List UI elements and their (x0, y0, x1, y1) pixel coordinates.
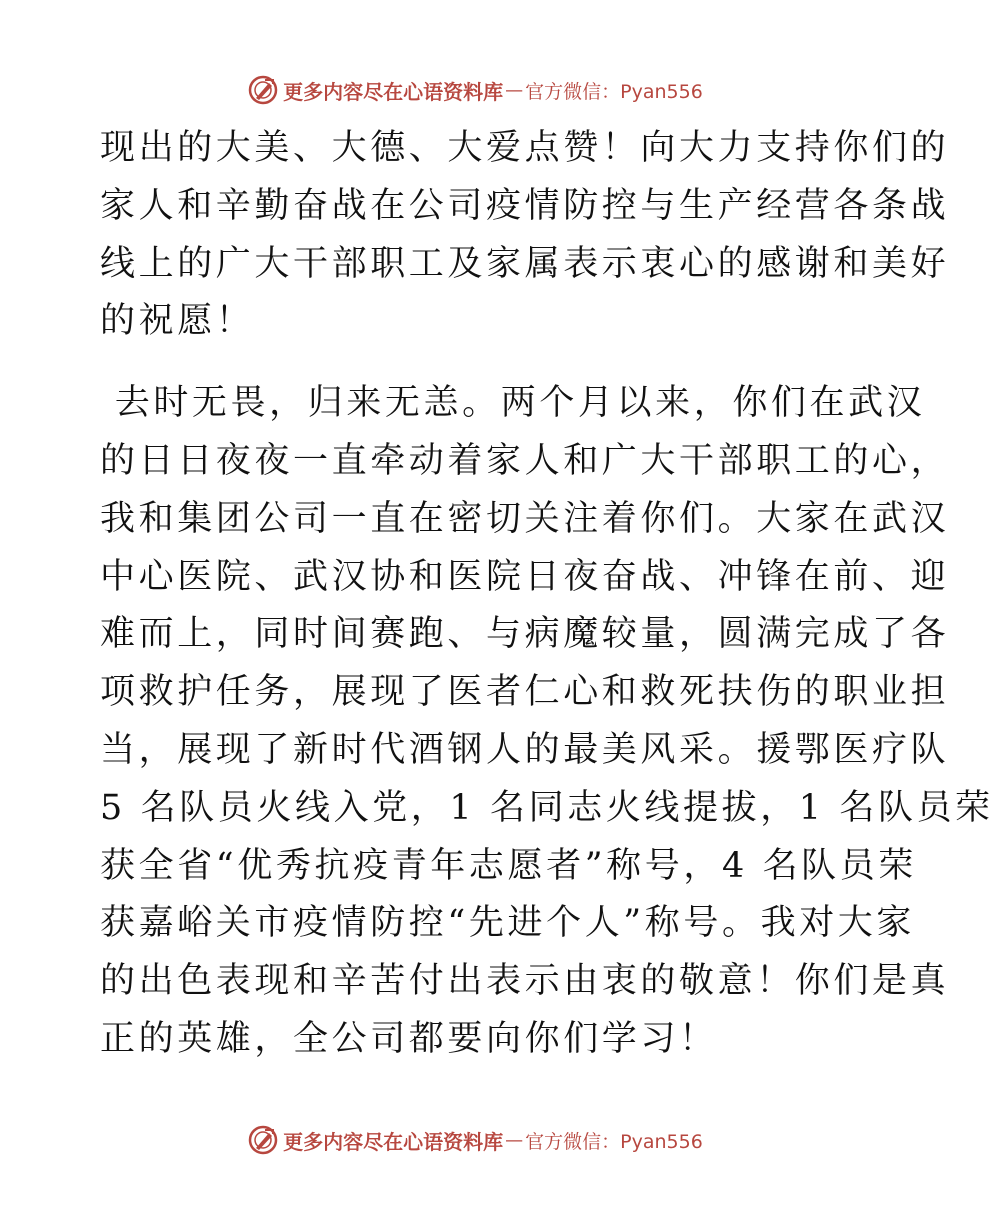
text-line: 线上的广大干部职工及家属表示衷心的感谢和美好 (100, 243, 950, 284)
paragraph-1 (100, 120, 950, 351)
header-wechat-text: 官方微信：Pyan556 (525, 80, 703, 103)
footer-banner (0, 1120, 950, 1160)
text-line: 现出的大美、大德、大爱点赞！向大力支持你们的 (100, 128, 950, 168)
text-line: 的祝愿！ (100, 301, 255, 342)
text-line: 正的英雄，全公司都要向你们学习！ (100, 1018, 718, 1059)
text-line: 的日日夜夜一直牵动着家人和广大干部职工的心， (100, 440, 950, 481)
text-line: 获全省“优秀抗疫青年志愿者”称号，4 名队员荣 (100, 845, 917, 886)
text-line: 我和集团公司一直在密切关注着你们。大家在武汉 (100, 498, 950, 539)
text-line: 中心医院、武汉协和医院日夜奋战、冲锋在前、迎 (100, 556, 950, 597)
header-site-text: 更多内容尽在心语资料库 (283, 79, 504, 104)
text-line: 5 名队员火线入党，1 名同志火线提拔，1 名队员荣 (100, 787, 994, 828)
text-line: 去时无畏，归来无恙。两个月以来，你们在武汉 (100, 383, 926, 424)
brand-seal-icon (247, 1124, 279, 1156)
text-line: 家人和辛勤奋战在公司疫情防控与生产经营各条战 (100, 185, 950, 226)
header-banner (0, 70, 950, 110)
brand-seal-icon (247, 74, 279, 106)
document-body (100, 120, 994, 1069)
footer-wechat-text: 官方微信：Pyan556 (525, 1130, 703, 1153)
footer-dash: — (505, 1129, 524, 1151)
text-line: 获嘉峪关市疫情防控“先进个人”称号。我对大家 (100, 903, 915, 944)
paragraph-2 (100, 375, 994, 1069)
paragraph-gap (100, 351, 860, 375)
header-dash: — (505, 79, 524, 101)
text-line: 当，展现了新时代酒钢人的最美风采。援鄂医疗队 (100, 729, 950, 770)
text-line: 项救护任务，展现了医者仁心和救死扶伤的职业担 (100, 672, 950, 713)
text-line: 的出色表现和辛苦付出表示由衷的敬意！你们是真 (100, 961, 950, 1002)
text-line: 难而上，同时间赛跑、与病魔较量，圆满完成了各 (100, 614, 950, 655)
footer-site-text: 更多内容尽在心语资料库 (283, 1129, 504, 1154)
